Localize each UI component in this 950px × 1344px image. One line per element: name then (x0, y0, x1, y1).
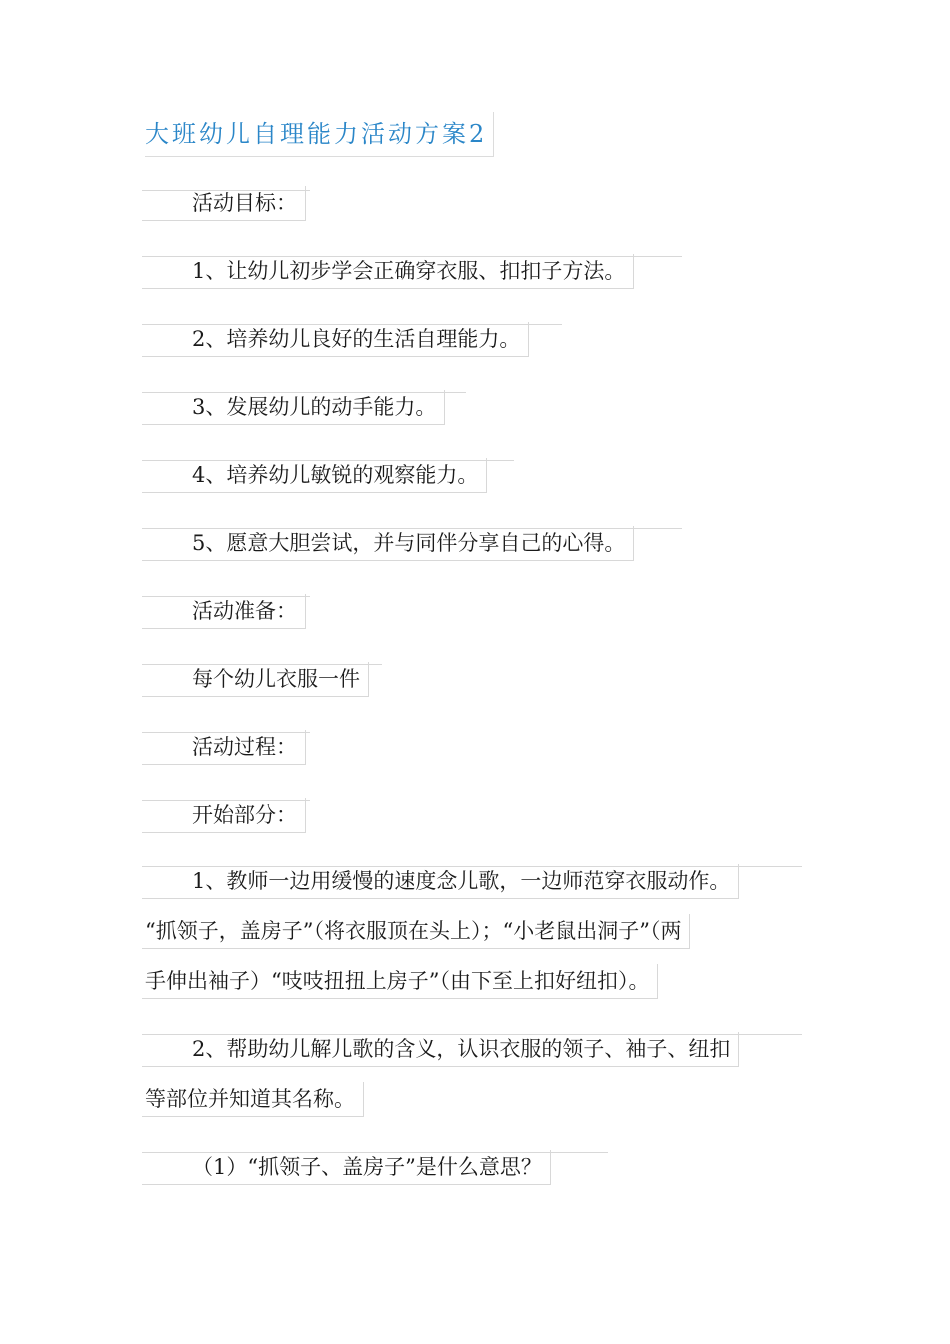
process-step-2-line-2: 等部位并知道其名称。 (142, 1082, 364, 1117)
goal-item-3: 3、发展幼儿的动手能力。 (142, 390, 445, 425)
goal-item-5: 5、愿意大胆尝试，并与同伴分享自己的心得。 (142, 526, 634, 561)
question-item-1: （1）“抓领子、盖房子”是什么意思？ (142, 1150, 551, 1185)
heading-activity-goals: 活动目标： (142, 186, 306, 221)
goal-item-1: 1、让幼儿初步学会正确穿衣服、扣扣子方法。 (142, 254, 634, 289)
process-step-1-line-3: 手伸出袖子）“吱吱扭扭上房子”（由下至上扣好纽扣）。 (142, 964, 658, 999)
goal-item-2: 2、培养幼儿良好的生活自理能力。 (142, 322, 529, 357)
heading-activity-preparation: 活动准备： (142, 594, 306, 629)
process-step-2-line-1: 2、帮助幼儿解儿歌的含义，认识衣服的领子、袖子、纽扣 (142, 1032, 739, 1067)
goal-item-4: 4、培养幼儿敏锐的观察能力。 (142, 458, 487, 493)
preparation-item: 每个幼儿衣服一件 (142, 662, 369, 697)
document-title: 大班幼儿自理能力活动方案2 (145, 112, 494, 157)
heading-activity-process: 活动过程： (142, 730, 306, 765)
process-step-1-line-2: “抓领子，盖房子”（将衣服顶在头上）；“小老鼠出洞子”（两 (142, 914, 690, 949)
heading-opening-part: 开始部分： (142, 798, 306, 833)
process-step-1-line-1: 1、教师一边用缓慢的速度念儿歌，一边师范穿衣服动作。 (142, 864, 739, 899)
